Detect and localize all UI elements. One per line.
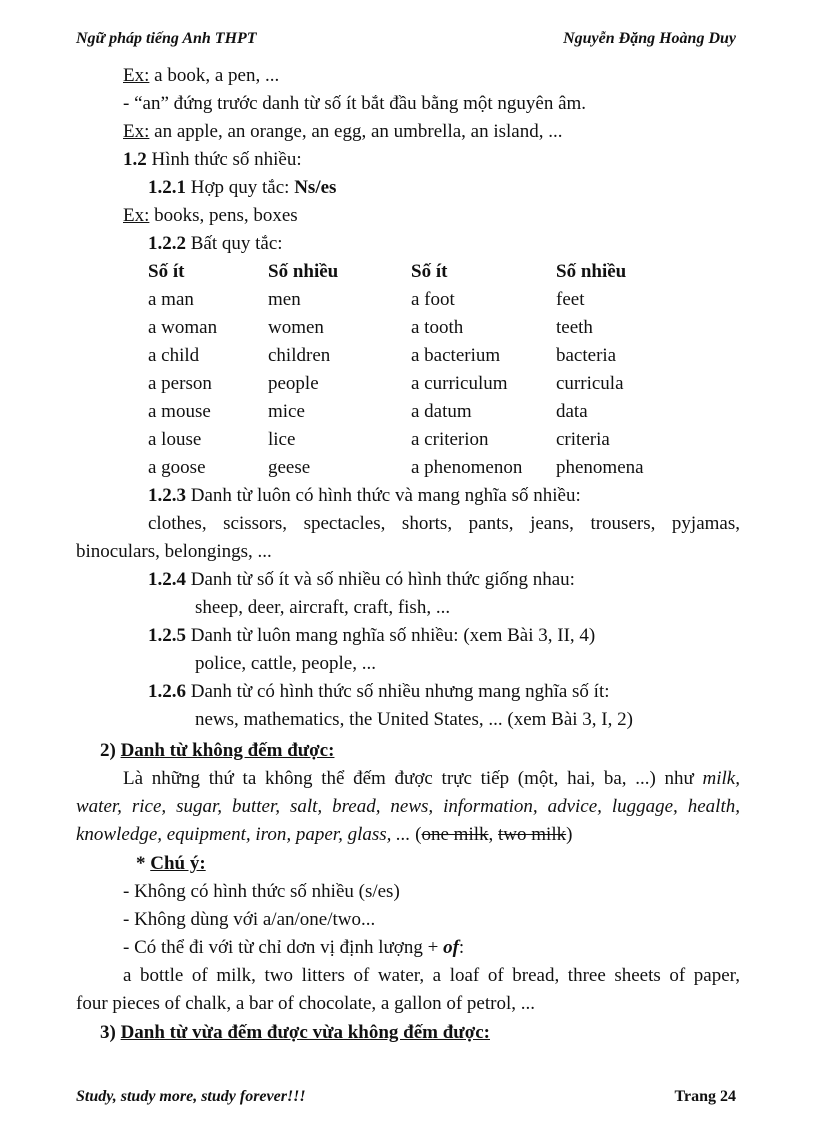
paragraph-text: ,: [488, 824, 499, 845]
table-cell: a bacterium: [411, 345, 501, 366]
note-title: Chú ý:: [150, 853, 206, 874]
table-header: Số ít: [148, 261, 185, 282]
section-title: Danh từ có hình thức số nhiều nhưng mang nghĩa số ít:: [186, 681, 610, 702]
section-title: Danh từ luôn mang nghĩa số nhiều: (xem Bài 3, II, 4): [186, 625, 596, 646]
note-text: - Có thể đi với từ chỉ dơn vị định lượng +: [123, 937, 444, 958]
section-1-2-2-heading: [148, 233, 283, 255]
section-number: 1.2.4: [148, 569, 186, 590]
section-number: 1.2.3: [148, 485, 186, 506]
table-cell: data: [556, 401, 588, 422]
section-title: Danh từ luôn có hình thức và mang nghĩa số nhiều:: [186, 485, 581, 506]
struck-example: one milk: [421, 824, 489, 845]
section-number: 1.2.2: [148, 233, 186, 254]
table-cell: a tooth: [411, 317, 464, 338]
section-1-2-heading: [123, 149, 302, 171]
section-number: 1.2.6: [148, 681, 186, 702]
example-text: a book, a pen, ...: [149, 65, 280, 86]
note-item-3: [123, 937, 464, 959]
section-number: 1.2: [123, 149, 147, 170]
section-1-2-6-heading: [148, 681, 610, 703]
section-1-2-4-example: sheep, deer, aircraft, craft, fish, ...: [195, 597, 451, 618]
table-cell: a phenomenon: [411, 457, 523, 478]
note-text: :: [458, 937, 465, 958]
table-cell: bacteria: [556, 345, 617, 366]
heading-title: Danh từ không đếm được:: [120, 740, 335, 761]
uncountable-paragraph-line-3: [76, 824, 572, 846]
section-number: 1.2.5: [148, 625, 186, 646]
table-cell: a person: [148, 373, 212, 394]
section-1-2-6-example: news, mathematics, the United States, ... (xem Bài 3, I, 2): [195, 709, 633, 730]
example-text: an apple, an orange, an egg, an umbrella, an island, ...: [149, 121, 563, 142]
heading-title: Danh từ vừa đếm được vừa không đếm được:: [120, 1022, 490, 1043]
heading-number: 3): [100, 1022, 116, 1043]
uncountable-paragraph-line-1: [123, 768, 740, 790]
table-cell: a louse: [148, 429, 202, 450]
note-item-2: - Không dùng với a/an/one/two...: [123, 909, 376, 930]
note-star: *: [136, 853, 151, 874]
paragraph-text: Là những thứ ta không thể đếm được trực tiếp (một, hai, ba, ...) như: [123, 768, 703, 789]
section-title: Bất quy tắc:: [186, 233, 283, 254]
section-1-2-3-heading: [148, 485, 581, 507]
table-header: Số ít: [411, 261, 448, 282]
footer-page-number: Trang 24: [674, 1088, 736, 1105]
an-rule-line: - “an” đứng trước danh từ số ít bắt đầu bằng một nguyên âm.: [123, 93, 587, 114]
section-title: Danh từ số ít và số nhiều có hình thức giống nhau:: [186, 569, 575, 590]
table-cell: a criterion: [411, 429, 489, 450]
struck-example: two milk: [498, 824, 567, 845]
table-cell: children: [268, 345, 331, 366]
section-1-2-5-example: police, cattle, people, ...: [195, 653, 376, 674]
table-cell: men: [268, 289, 301, 310]
table-header: Số nhiều: [268, 261, 339, 282]
example-text: books, pens, boxes: [149, 205, 298, 226]
section-1-2-5-heading: [148, 625, 595, 647]
table-cell: a woman: [148, 317, 218, 338]
example-line-2: [123, 121, 563, 143]
example-line-3: [123, 205, 298, 227]
table-cell: lice: [268, 429, 296, 450]
table-cell: curricula: [556, 373, 624, 394]
paragraph-italic: knowledge, equipment, iron, paper, glass, ...: [76, 824, 411, 845]
table-cell: teeth: [556, 317, 593, 338]
example-line-1: [123, 65, 279, 87]
note-of: of: [443, 937, 459, 958]
table-cell: a curriculum: [411, 373, 508, 394]
section-number: 1.2.1: [148, 177, 186, 198]
ex-label: Ex:: [123, 65, 150, 86]
section-title: Hợp quy tắc:: [186, 177, 295, 198]
ex-label: Ex:: [123, 121, 150, 142]
table-cell: a goose: [148, 457, 206, 478]
quantity-example-line-1: a bottle of milk, two litters of water, a loaf of bread, three sheets of paper,: [123, 965, 740, 986]
table-cell: mice: [268, 401, 305, 422]
table-cell: people: [268, 373, 319, 394]
plural-only-list-line-2: binoculars, belongings, ...: [76, 541, 272, 562]
table-cell: a child: [148, 345, 200, 366]
table-cell: criteria: [556, 429, 610, 450]
uncountable-heading: [100, 740, 334, 762]
table-cell: a datum: [411, 401, 472, 422]
header-left: Ngữ pháp tiếng Anh THPT: [76, 30, 257, 47]
table-cell: women: [268, 317, 324, 338]
uncountable-paragraph-line-2: water, rice, sugar, butter, salt, bread, news, information, advice, luggage, health,: [76, 796, 740, 817]
section-1-2-1-heading: [148, 177, 336, 199]
paragraph-text: (: [410, 824, 422, 845]
header-right: Nguyễn Đặng Hoàng Duy: [563, 30, 736, 47]
note-item-1: - Không có hình thức số nhiều (s/es): [123, 881, 400, 902]
footer-left: Study, study more, study forever!!!: [76, 1088, 306, 1105]
quantity-example-line-2: four pieces of chalk, a bar of chocolate, a gallon of petrol, ...: [76, 993, 535, 1014]
paragraph-text: ): [566, 824, 573, 845]
heading-number: 2): [100, 740, 116, 761]
table-cell: geese: [268, 457, 311, 478]
table-cell: a man: [148, 289, 194, 310]
table-cell: feet: [556, 289, 585, 310]
table-cell: a foot: [411, 289, 455, 310]
section-title: Hình thức số nhiều:: [146, 149, 302, 170]
ex-label: Ex:: [123, 205, 150, 226]
plural-rule: Ns/es: [294, 177, 337, 198]
table-cell: phenomena: [556, 457, 644, 478]
both-heading: [100, 1022, 490, 1044]
section-1-2-4-heading: [148, 569, 575, 591]
table-header: Số nhiều: [556, 261, 627, 282]
table-cell: a mouse: [148, 401, 211, 422]
paragraph-italic: milk,: [702, 768, 740, 789]
note-heading: [136, 853, 206, 875]
plural-only-list-line-1: clothes, scissors, spectacles, shorts, pants, jeans, trousers, pyjamas,: [148, 513, 740, 534]
